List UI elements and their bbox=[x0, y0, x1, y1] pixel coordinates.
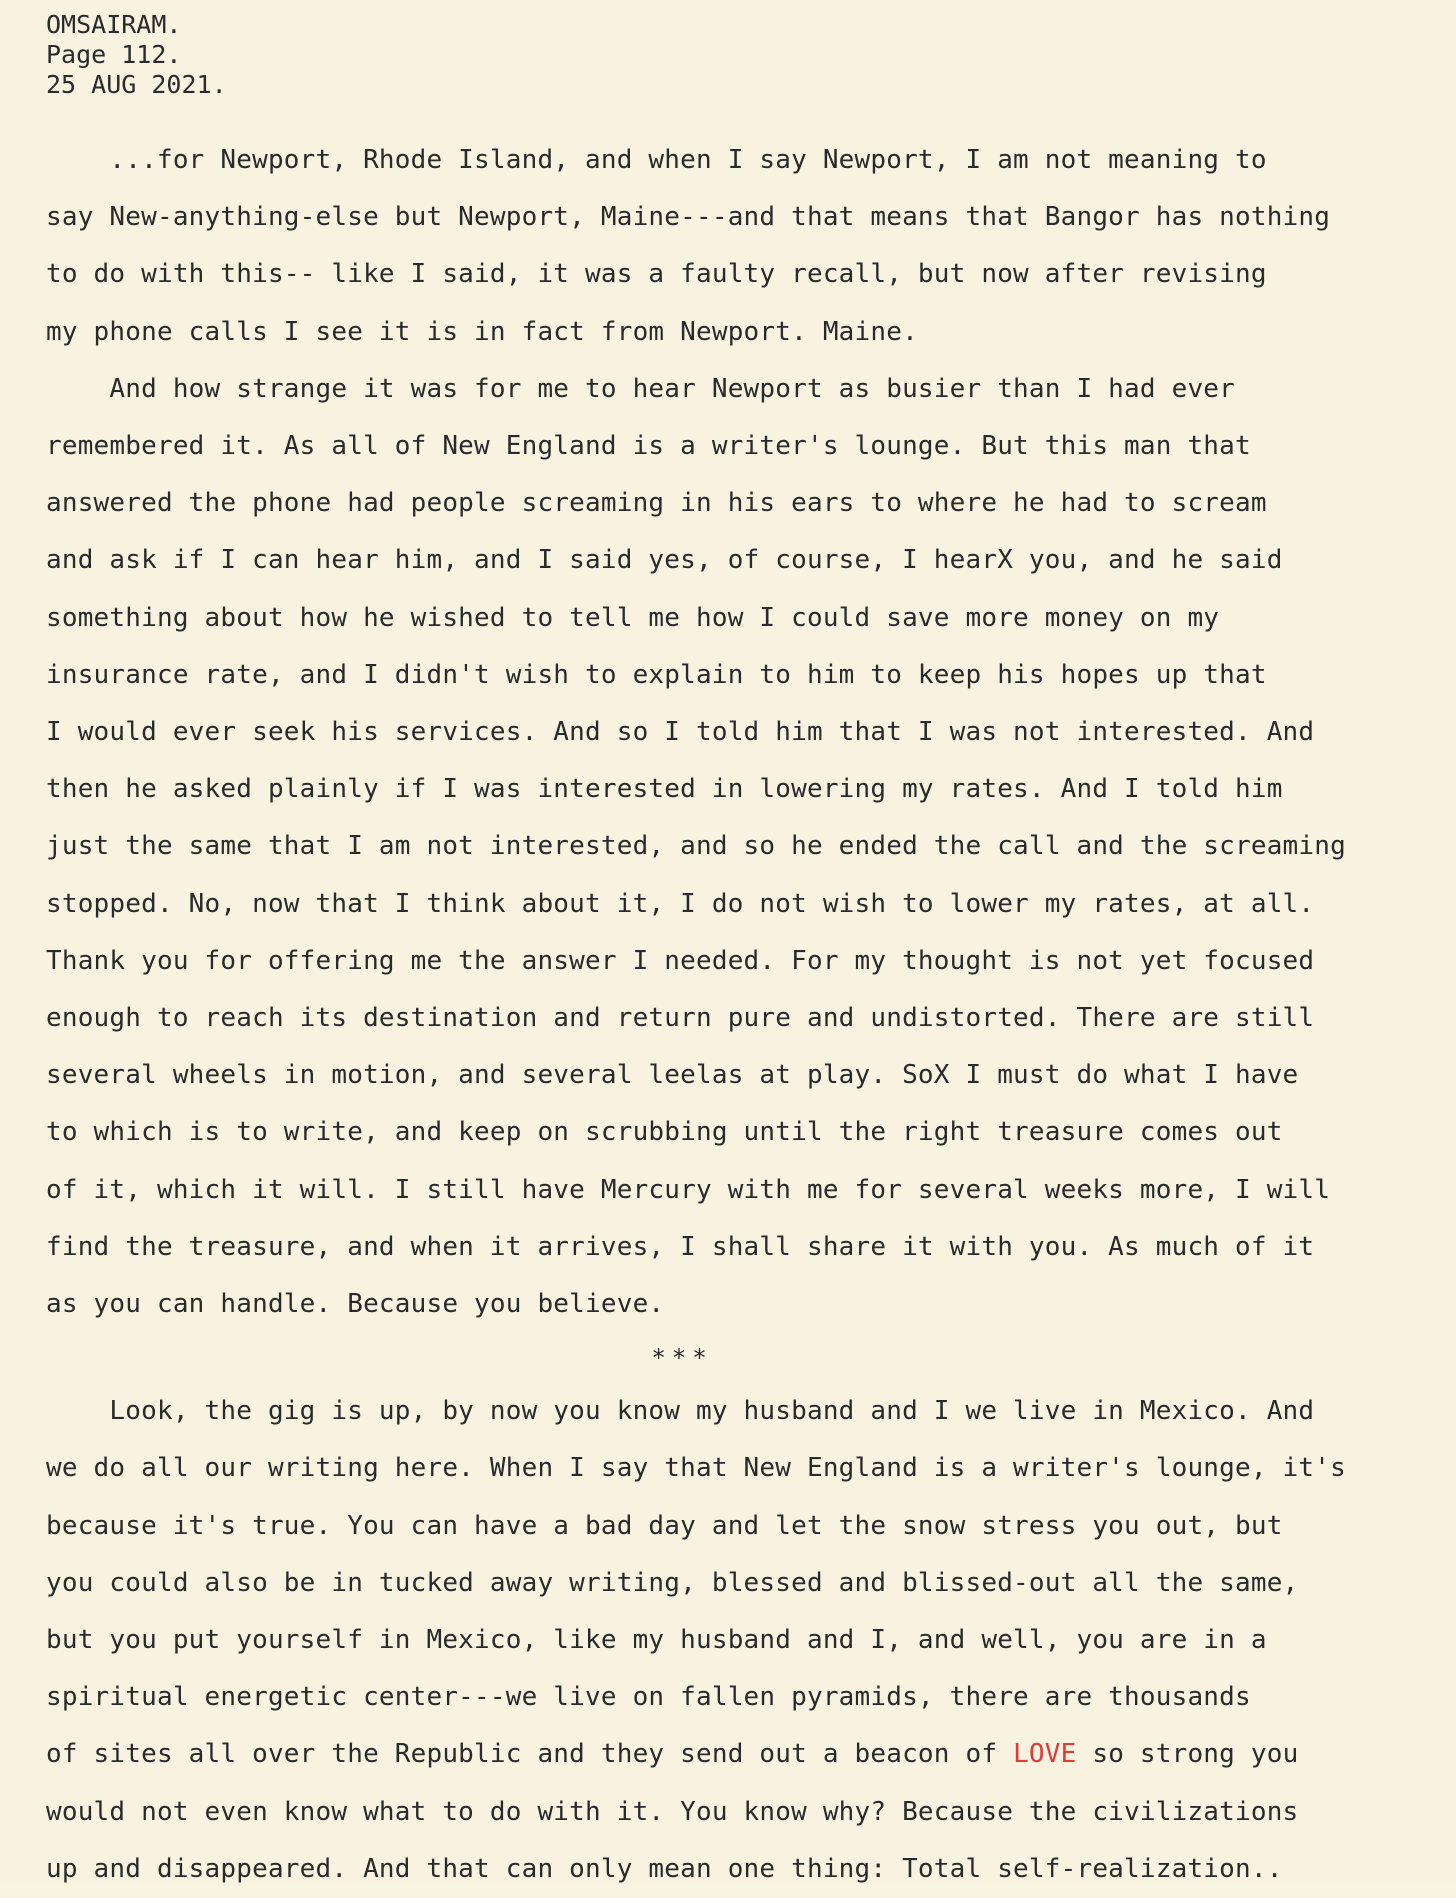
text-line: of it, which it will. I still have Mercury with me for several weeks more, I will bbox=[46, 1174, 1331, 1205]
text-line: because it's true. You can have a bad day and let the snow stress you out, but bbox=[46, 1510, 1283, 1541]
text-line: stopped. No, now that I think about it, I do not wish to lower my rates, at all. bbox=[46, 888, 1315, 919]
text-line: you could also be in tucked away writing, blessed and blissed-out all the same, bbox=[46, 1567, 1299, 1598]
text-line: insurance rate, and I didn't wish to explain to him to keep his hopes up that bbox=[46, 659, 1267, 690]
text-line: then he asked plainly if I was interested in lowering my rates. And I told him bbox=[46, 774, 1283, 805]
page-header bbox=[46, 10, 1448, 100]
header-invocation: OMSAIRAM. bbox=[46, 10, 182, 39]
text-line: enough to reach its destination and return pure and undistorted. There are still bbox=[46, 1003, 1315, 1034]
text-line: as you can handle. Because you believe. bbox=[46, 1289, 665, 1320]
text-line: just the same that I am not interested, and so he ended the call and the screaming bbox=[46, 831, 1346, 862]
text-line: we do all our writing here. When I say that New England is a writer's lounge, it's bbox=[46, 1453, 1346, 1484]
text-line: would not even know what to do with it. You know why? Because the civilizations bbox=[46, 1796, 1299, 1827]
text-line: up and disappeared. And that can only mean one thing: Total self-realization.. bbox=[46, 1853, 1283, 1884]
text-line: find the treasure, and when it arrives, I shall share it with you. As much of it bbox=[46, 1231, 1315, 1262]
text-line: answered the phone had people screaming in his ears to where he had to scream bbox=[46, 488, 1267, 519]
section-separator: *** bbox=[651, 1344, 713, 1373]
body-section-1 bbox=[46, 132, 1448, 1333]
text-line: spiritual energetic center---we live on fallen pyramids, there are thousands bbox=[46, 1682, 1251, 1713]
text-line: say New-anything-else but Newport, Maine---and that means that Bangor has nothing bbox=[46, 202, 1331, 233]
love-line-before: of sites all over the Republic and they send out a beacon of bbox=[46, 1739, 1014, 1770]
text-line: remembered it. As all of New England is a writer's lounge. But this man that bbox=[46, 431, 1251, 462]
text-line: I would ever seek his services. And so I told him that I was not interested. And bbox=[46, 717, 1315, 748]
text-line: ...for Newport, Rhode Island, and when I say Newport, I am not meaning to bbox=[46, 145, 1267, 175]
text-line: And how strange it was for me to hear Newport as busier than I had ever bbox=[46, 373, 1235, 404]
text-line: several wheels in motion, and several leelas at play. SoX I must do what I have bbox=[46, 1060, 1299, 1091]
text-line: something about how he wished to tell me how I could save more money on my bbox=[46, 602, 1220, 633]
body-section-2 bbox=[46, 1383, 1448, 1898]
text-line: my phone calls I see it is in fact from Newport. Maine. bbox=[46, 316, 918, 347]
text-line: but you put yourself in Mexico, like my husband and I, and well, you are in a bbox=[46, 1625, 1267, 1656]
text-line-love bbox=[46, 1726, 1448, 1783]
header-page-number: Page 112. bbox=[46, 40, 182, 69]
text-line: Thank you for offering me the answer I needed. For my thought is not yet focused bbox=[46, 945, 1315, 976]
love-line-after: so strong you bbox=[1076, 1739, 1299, 1770]
text-line: Look, the gig is up, by now you know my husband and I we live in Mexico. And bbox=[46, 1396, 1315, 1427]
love-highlight: LOVE bbox=[1013, 1739, 1077, 1770]
header-date: 25 AUG 2021. bbox=[46, 70, 227, 99]
text-line: to which is to write, and keep on scrubbing until the right treasure comes out bbox=[46, 1117, 1283, 1148]
text-line: to do with this-- like I said, it was a faulty recall, but now after revising bbox=[46, 259, 1267, 290]
text-line: and ask if I can hear him, and I said yes, of course, I hearX you, and he said bbox=[46, 545, 1283, 576]
